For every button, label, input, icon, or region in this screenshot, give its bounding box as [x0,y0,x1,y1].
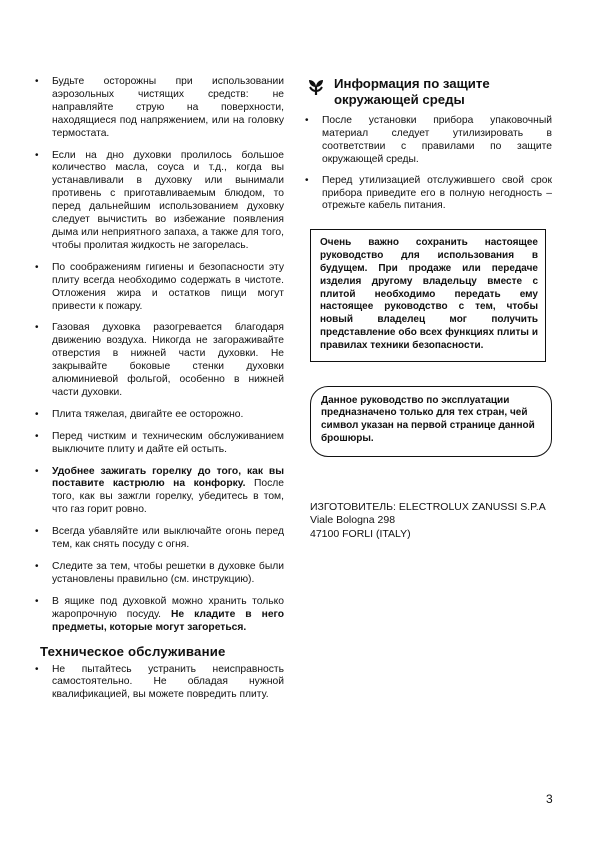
maintenance-heading: Техническое обслуживание [40,643,226,659]
environment-bullet-list [304,115,552,213]
right-column [304,76,552,541]
bullet-text: В ящике под духовкой можно хранить только жаропрочную посуду. [52,595,284,620]
bullet-text: Если на дно духовки пролилось большое количество масла, соуса и т.д., когда вы устанавливали в духовку или вынимали противень с приготавливаемым блюдом, то перед дальнейшим использованием духовку следует вычистить во избежание появления дыма или неприятного запаха, а также для того, чтобы пролитая жидкость не загорелась. [52,149,284,251]
list-item [34,409,284,422]
list-item [34,150,284,253]
bullet-text: Не пытайтесь устранить неисправность самостоятельно. Не обладая нужной квалификацией, вы можете повредить плиту. [52,663,284,701]
bullet-icon: • [35,322,39,334]
list-item [34,431,284,457]
eco-flower-icon [306,77,326,97]
bullet-icon: • [35,663,39,675]
manufacturer-block [310,501,552,542]
list-item [34,596,284,635]
bullet-icon: • [35,465,39,477]
bullet-icon: • [35,561,39,572]
list-item [304,115,552,167]
maintenance-bullet-list [34,664,284,703]
bullet-icon: • [35,261,39,273]
bullet-icon: • [305,115,309,126]
bullet-text: После того, как вы зажгли горелку, убедитесь в том, что газ горит ровно. [52,478,284,516]
bullet-text: Перед утилизацией отслужившего свой срок прибора приведите его в полную негодность – отрежьте кабель питания. [322,174,552,212]
environment-heading-block [304,76,552,108]
bullet-text: После установки прибора упаковочный материал следует утилизировать в соответствии с правилами по защите окружающей среды. [322,115,552,165]
left-column [34,76,284,711]
bullet-text-bold: Удобнее зажигать горелку до того, как вы поставите кастрюлю на конфорку. [52,465,284,490]
page-number: 3 [546,792,553,806]
bullet-text: По соображениям гигиены и безопасности эту плиту всегда необходимо содержать в чистоте. Отложения жира и остатков пищи могут привести к пожару. [52,261,284,312]
list-item [34,322,284,399]
bullet-text: Следите за тем, чтобы решетки в духовке были установлены правильно (см. инструкцию). [52,561,284,585]
list-item [304,175,552,214]
bullet-icon: • [35,408,39,420]
environment-heading: Информация по защите окружающей среды [334,76,490,107]
list-item [34,526,284,552]
bullet-icon: • [305,174,309,186]
list-item [34,76,284,141]
bullet-text: Плита тяжелая, двигайте ее осторожно. [52,408,244,420]
bullet-text: Перед чистким и техническим обслуживанием выключите плиту и дайте ей остыть. [52,430,284,455]
list-item [34,466,284,518]
manufacturer-name: ИЗГОТОВИТЕЛЬ: ELECTROLUX ZANUSSI S.P.A [310,500,546,513]
safety-bullet-list [34,76,284,635]
bullet-icon: • [35,76,39,87]
bullet-text: Всегда убавляйте или выключайте огонь перед тем, как снять посуду с огня. [52,526,284,551]
bullet-icon: • [35,430,39,442]
bullet-text: Будьте осторожны при использовании аэрозольных чистящих средств: не направляйте струю на поверхности, находящиеся под напряжением, или на головку термостата. [52,76,284,139]
list-item [34,262,284,314]
list-item [34,664,284,703]
bullet-icon: • [35,526,39,538]
manufacturer-street: Viale Bologna 298 [310,514,396,527]
manufacturer-city: 47100 FORLI (ITALY) [310,527,411,540]
bullet-text: Газовая духовка разогревается благодаря движению воздуха. Никогда не загораживайте отверстия в нижней части духовки. Не закрывайте боковые стенки духовки алюминиевой фольгой, особенно в нижней части духовки. [52,322,284,398]
keep-manual-note: Очень важно сохранить настоящее руководство для использования в будущем. При продаже или передаче изделия другому владельцу вместе с плитой необходимо передать ему настоящее руководство с тем, чтобы новый владелец мог получить представление обо всех функциях плиты и правилах техники безопасности. [310,229,546,361]
bullet-icon: • [35,595,39,607]
country-scope-note: Данное руководство по эксплуатации предназначено только для тех стран, чей символ указан на первой странице данной брошюры. [310,386,552,457]
bullet-text-bold: Не кладите в него предметы, которые могут загореться. [52,608,284,633]
bullet-icon: • [35,149,39,161]
list-item [34,561,284,587]
